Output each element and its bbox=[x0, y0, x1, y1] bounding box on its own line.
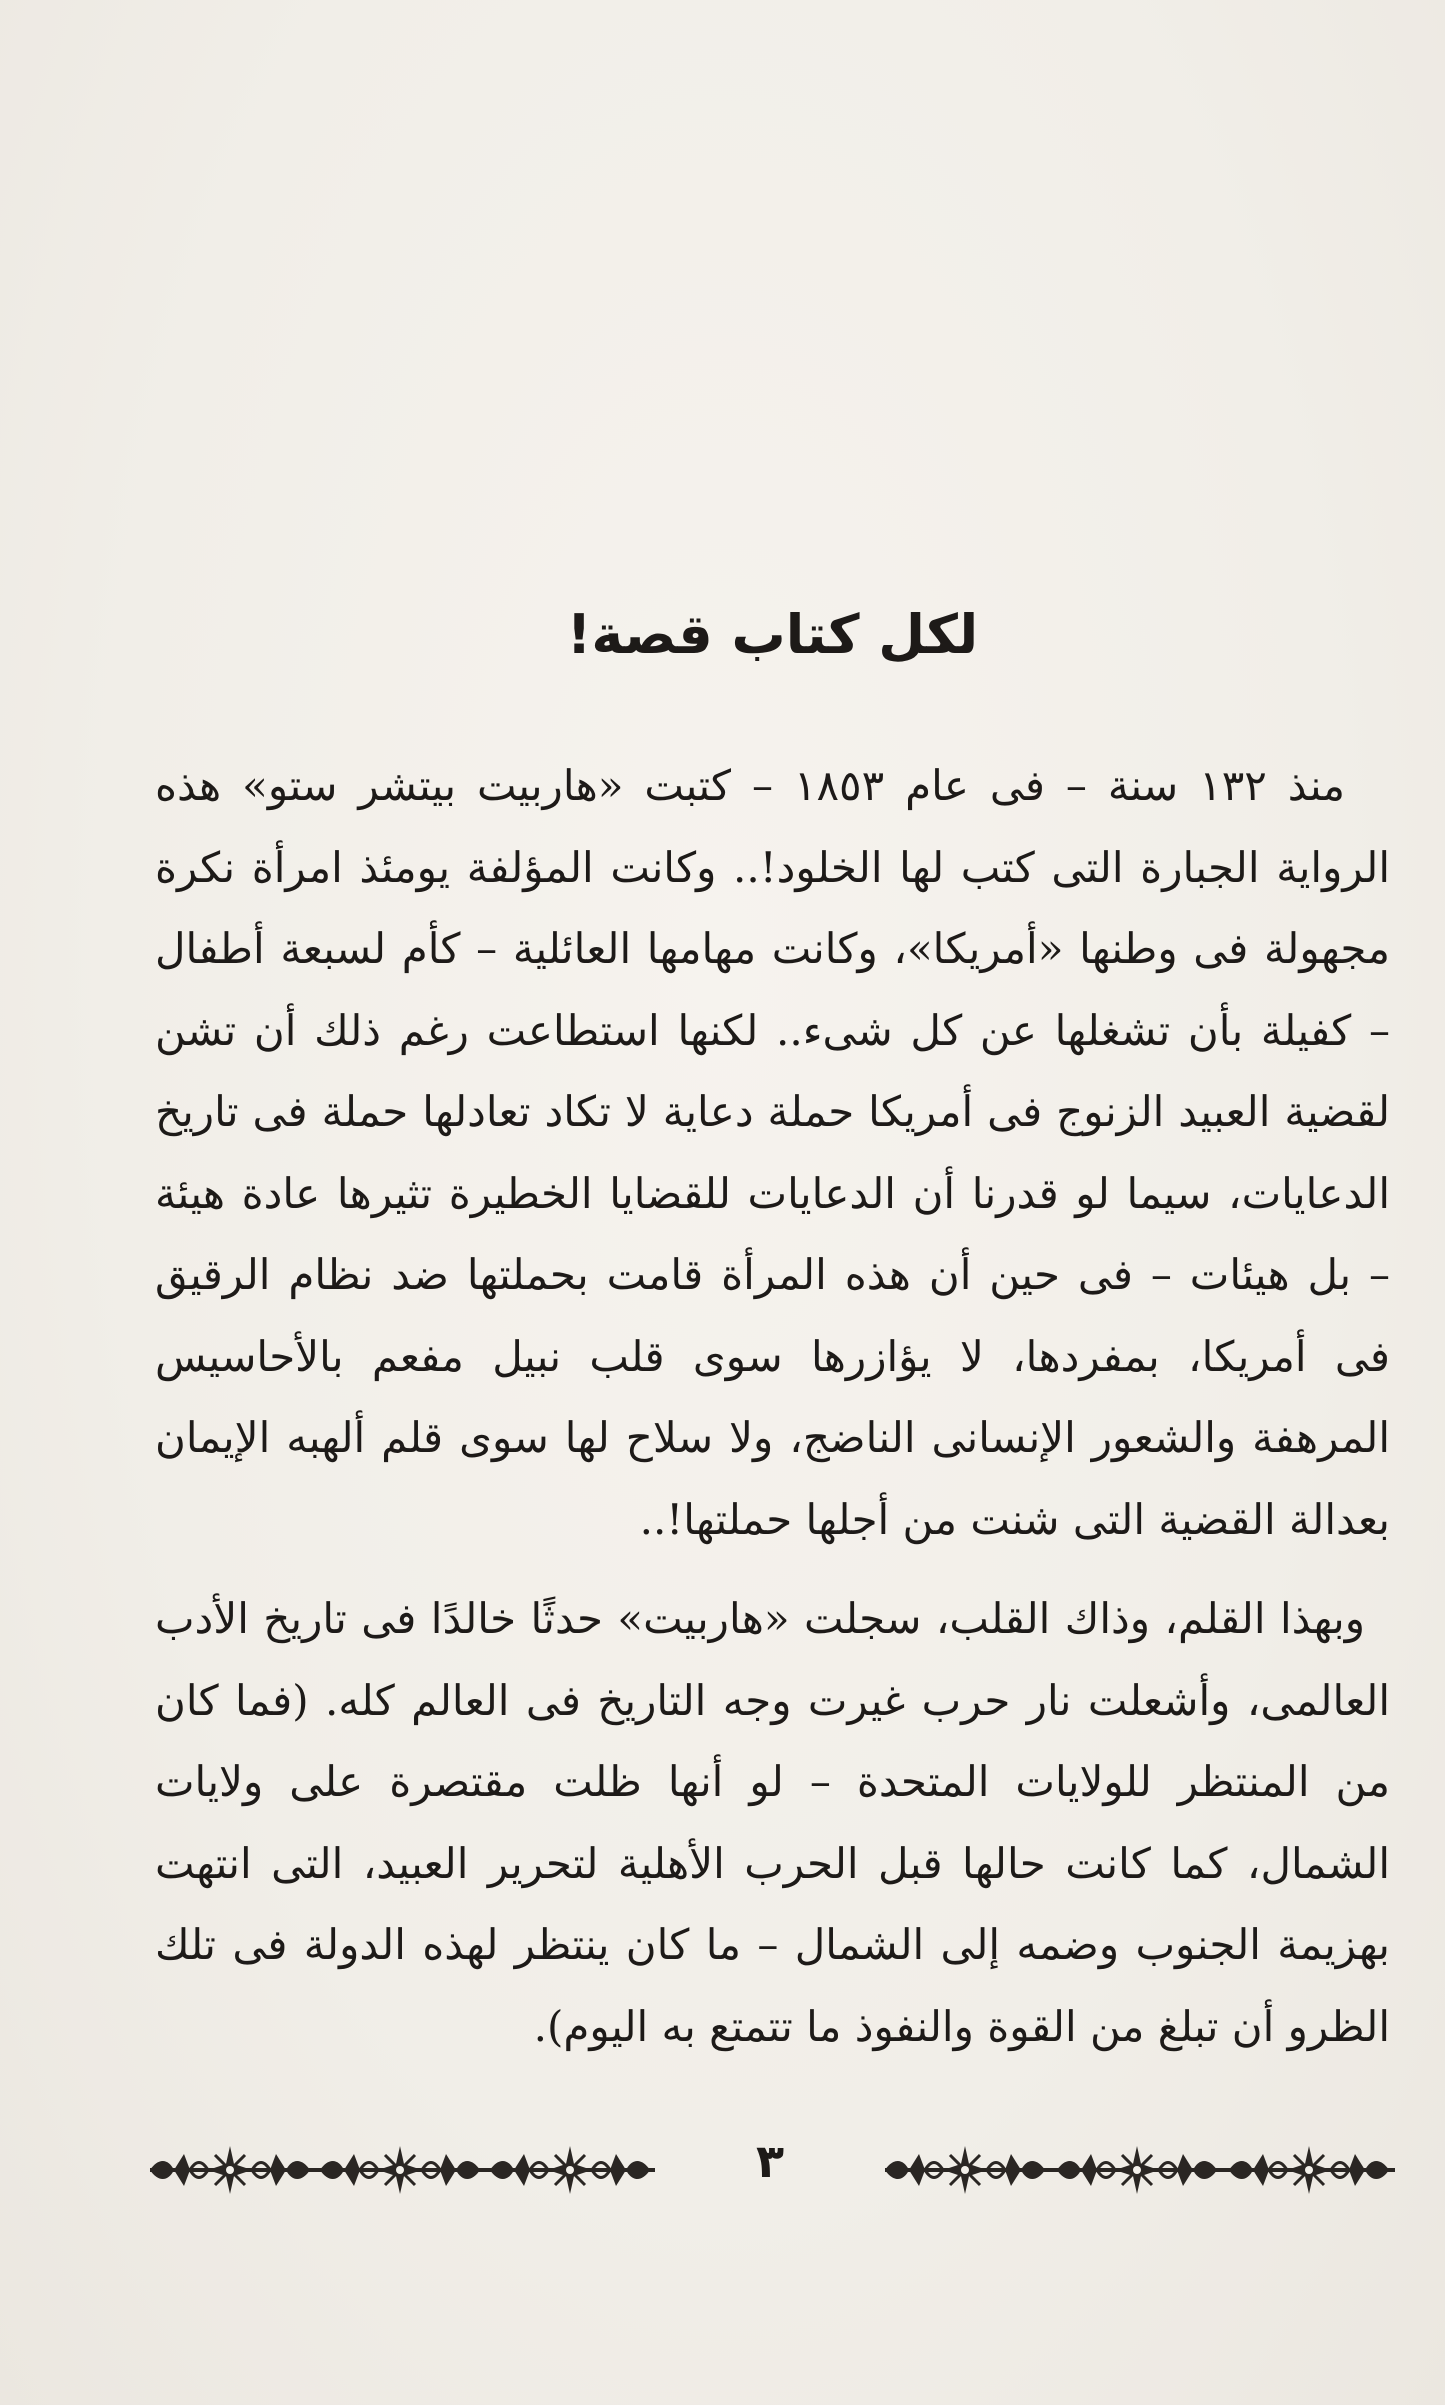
ornament-border-right-icon bbox=[885, 2140, 1395, 2200]
body-paragraph-1: منذ ١٣٢ سنة – فى عام ١٨٥٣ – كتبت «هاربيت بيتشر ستو» هذه الرواية الجبارة التى كتب لها الخلود!.. وكانت المؤلفة يومئذ امرأة نكرة مجهولة فى وطنها «أمريكا»، وكانت مهامها العائلية – كأم لسبعة أطفال – كفيلة بأن تشغلها عن كل شىء.. لكنها استطاعت رغم ذلك أن تشن لقضية العبيد الزنوج فى أمريكا حملة دعاية لا تكاد تعادلها حملة فى تاريخ الدعايات، سيما لو قدرنا أن الدعايات للقضايا الخطيرة تثيرها عادة هيئة – بل هيئات – فى حين أن هذه المرأة قامت بحملتها ضد نظام الرقيق فى أمريكا، بمفردها، لا يؤازرها سوى قلب نبيل مفعم بالأحاسيس المرهفة والشعور الإنسانى الناضج، ولا سلاح لها سوى قلم ألهبه الإيمان بعدالة القضية التى شنت من أجلها حملتها!.. bbox=[155, 761, 1390, 1544]
bleed-through-top bbox=[150, 300, 1390, 374]
body-paragraph-2: وبهذا القلم، وذاك القلب، سجلت «هاربيت» حدثًا خالدًا فى تاريخ الأدب العالمى، وأشعلت نار حرب غيرت وجه التاريخ فى العالم كله. (فما كان من المنتظر للولايات المتحدة – لو أنها ظلت مقتصرة على ولايات الشمال، كما كانت حالها قبل الحرب الأهلية لتحرير العبيد، التى انتهت بهزيمة الجنوب وضمه إلى الشمال – ما كان ينتظر لهذه الدولة فى تلك الظرو أن تبلغ من القوة والنفوذ ما تتمتع به اليوم). bbox=[155, 1594, 1390, 2051]
page-footer bbox=[0, 2134, 1445, 2200]
page-content bbox=[155, 595, 1390, 2067]
ornament-border-left-icon bbox=[150, 2140, 655, 2200]
chapter-title: لكل كتاب قصة! bbox=[566, 603, 979, 666]
page-number: ٣ bbox=[755, 2134, 785, 2188]
